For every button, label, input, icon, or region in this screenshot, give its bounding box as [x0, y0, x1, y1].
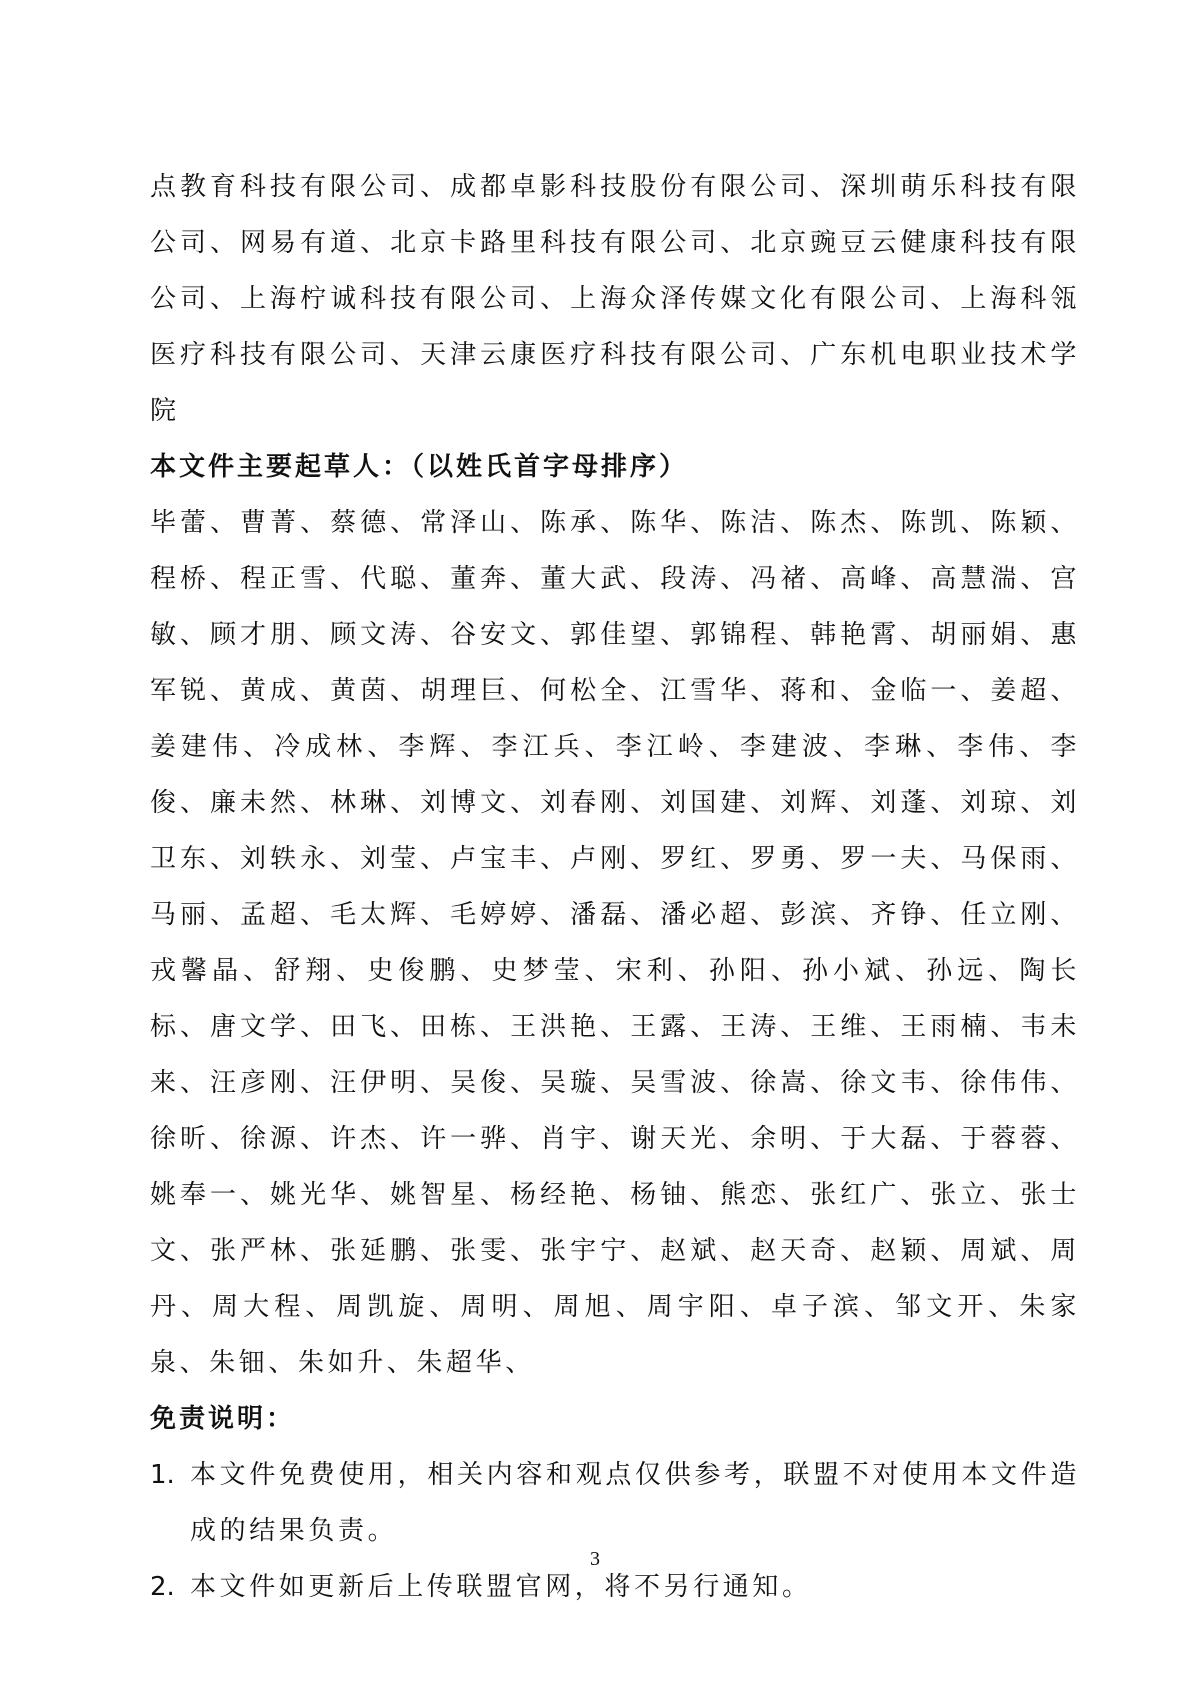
disclaimer-item-number: 1.	[150, 1460, 175, 1490]
disclaimer-heading: 免责说明：	[150, 1404, 296, 1434]
page-number: 3	[590, 1548, 600, 1570]
disclaimer-item-text: 本文件免费使用，相关内容和观点仅供参考，联盟不对使用本文件造成的结果负责。	[190, 1460, 1080, 1546]
disclaimer-item-number: 2.	[150, 1572, 175, 1602]
drafters-heading: 本文件主要起草人：（以姓氏首字母排序）	[150, 452, 689, 482]
disclaimer-item	[150, 1447, 1080, 1559]
document-body	[150, 159, 1080, 1615]
disclaimer-item-text: 本文件如更新后上传联盟官网，将不另行通知。	[190, 1572, 812, 1602]
organizations-paragraph: 点教育科技有限公司、成都卓影科技股份有限公司、深圳萌乐科技有限公司、网易有道、北京卡路里科技有限公司、北京豌豆云健康科技有限公司、上海柠诚科技有限公司、上海众泽传媒文化有限公司、上海科瓴医疗科技有限公司、天津云康医疗科技有限公司、广东机电职业技术学院	[150, 172, 1080, 426]
drafters-names-paragraph: 毕蕾、曹菁、蔡德、常泽山、陈承、陈华、陈洁、陈杰、陈凯、陈颖、程桥、程正雪、代聪、董奔、董大武、段涛、冯禇、高峰、高慧湍、宫敏、顾才朋、顾文涛、谷安文、郭佳望、郭锦程、韩艳霄、胡丽娟、惠军锐、黄成、黄茵、胡理巨、何松全、江雪华、蒋和、金临一、姜超、姜建伟、冷成林、李辉、李江兵、李江岭、李建波、李琳、李伟、李俊、廉未然、林琳、刘博文、刘春刚、刘国建、刘辉、刘蓬、刘琼、刘卫东、刘轶永、刘莹、卢宝丰、卢刚、罗红、罗勇、罗一夫、马保雨、马丽、孟超、毛太辉、毛婷婷、潘磊、潘必超、彭滨、齐铮、任立刚、戎馨晶、舒翔、史俊鹏、史梦莹、宋利、孙阳、孙小斌、孙远、陶长标、唐文学、田飞、田栋、王洪艳、王露、王涛、王维、王雨楠、韦未来、汪彦刚、汪伊明、吴俊、吴璇、吴雪波、徐嵩、徐文韦、徐伟伟、徐昕、徐源、许杰、许一骅、肖宇、谢天光、余明、于大磊、于蓉蓉、姚奉一、姚光华、姚智星、杨经艳、杨铀、熊恋、张红广、张立、张士文、张严林、张延鹏、张雯、张宇宁、赵斌、赵天奇、赵颖、周斌、周丹、周大程、周凯旋、周明、周旭、周宇阳、卓子滨、邹文开、朱家泉、朱钿、朱如升、朱超华、	[150, 508, 1080, 1378]
